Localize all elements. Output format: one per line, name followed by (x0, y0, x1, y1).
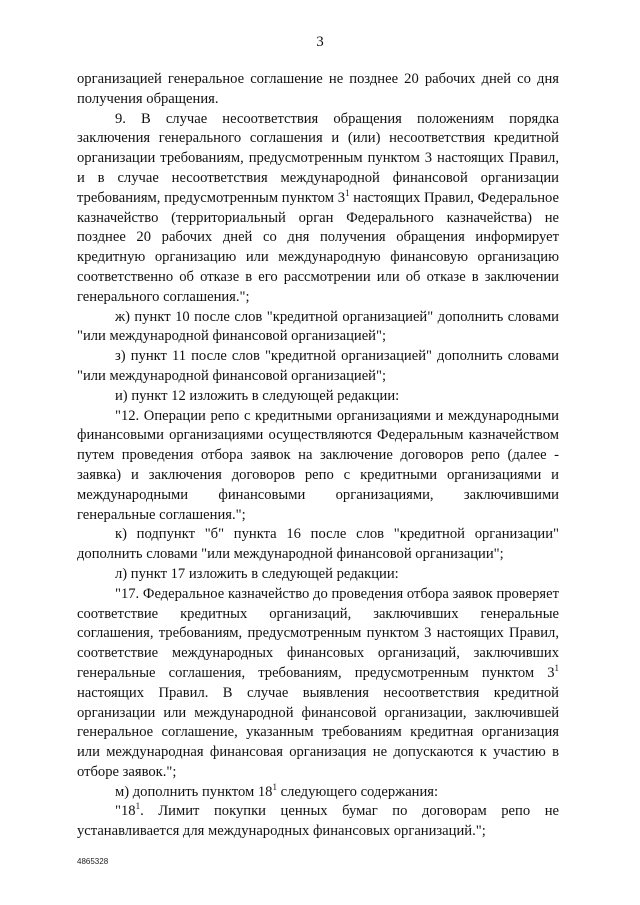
paragraph: л) пункт 17 изложить в следующей редакции: (115, 565, 399, 582)
paragraph: и) пункт 12 изложить в следующей редакции: (115, 387, 400, 404)
superscript: 1 (135, 801, 141, 812)
paragraph: "12. Операции репо с кредитными организациями и международными финансовыми организациями осуществляются Федеральным казначейством путем проведения отбора заявок на заключение договоров репо (далее - заявка) и заключения договоров репо с кредитными организациями и международными финансовыми организациями, заключившими генеральные соглашения."; (77, 407, 559, 523)
paragraph (77, 585, 559, 783)
paragraph-text: "18 (115, 803, 136, 820)
paragraph: к) подпункт "б" пункта 16 после слов "кредитной организации" дополнить словами "или международной финансовой организации"; (77, 526, 559, 563)
paragraph (77, 110, 559, 308)
superscript: 1 (272, 781, 277, 792)
superscript: 1 (554, 662, 559, 673)
document-body (77, 70, 559, 842)
paragraph: ж) пункт 10 после слов "кредитной организацией" дополнить словами "или международной финансовой организацией"; (77, 308, 559, 345)
paragraph-text: . Лимит покупки ценных бумаг по договорам репо не устанавливается для международных финансовых организаций."; (77, 803, 559, 840)
paragraph-text: настоящих Правил, Федеральное казначейство (территориальный орган Федерального казначейства) не позднее 20 рабочих дней со дня получения обращения информирует кредитную организацию или международную финансовую организацию соответственно об отказе в его рассмотрении или об отказе в заключении генерального соглашения."; (77, 189, 559, 305)
paragraph (77, 783, 559, 803)
paragraph-text: следующего содержания: (276, 783, 439, 800)
paragraph: з) пункт 11 после слов "кредитной организацией" дополнить словами "или международной финансовой организацией"; (77, 348, 559, 384)
paragraph-text: настоящих Правил. В случае выявления несоответствия кредитной организации или международной финансовой организации, заключившей генеральное соглашение, указанным требованиям кредитная организация или международная финансовая организация не допускаются к участию в отборе заявок."; (77, 684, 559, 780)
paragraph-text: 9. В случае несоответствия обращения положениям порядка заключения генерального соглашения и (или) несоответствия кредитной организации требованиям, предусмотренным пунктом 3 настоящих Правил, и в случае несоответствия международной финансовой организации требованиям, предусмотренным пунктом 3 (77, 110, 559, 206)
paragraph-text: м) дополнить пунктом 18 (115, 783, 273, 800)
document-code: 4865328 (77, 857, 109, 866)
paragraph: организацией генеральное соглашение не позднее 20 рабочих дней со дня получения обращения. (77, 71, 559, 107)
paragraph-text: "17. Федеральное казначейство до проведения отбора заявок проверяет соответствие кредитных организаций, заключивших генеральные соглашения, требованиям, предусмотренным пунктом 3 настоящих Правил, соответствие международных финансовых организаций, заключивших генеральные соглашения, требованиям, предусмотренным пунктом 3 (77, 585, 559, 681)
paragraph (77, 802, 559, 842)
page-number: 3 (316, 34, 324, 50)
superscript: 1 (345, 187, 350, 198)
